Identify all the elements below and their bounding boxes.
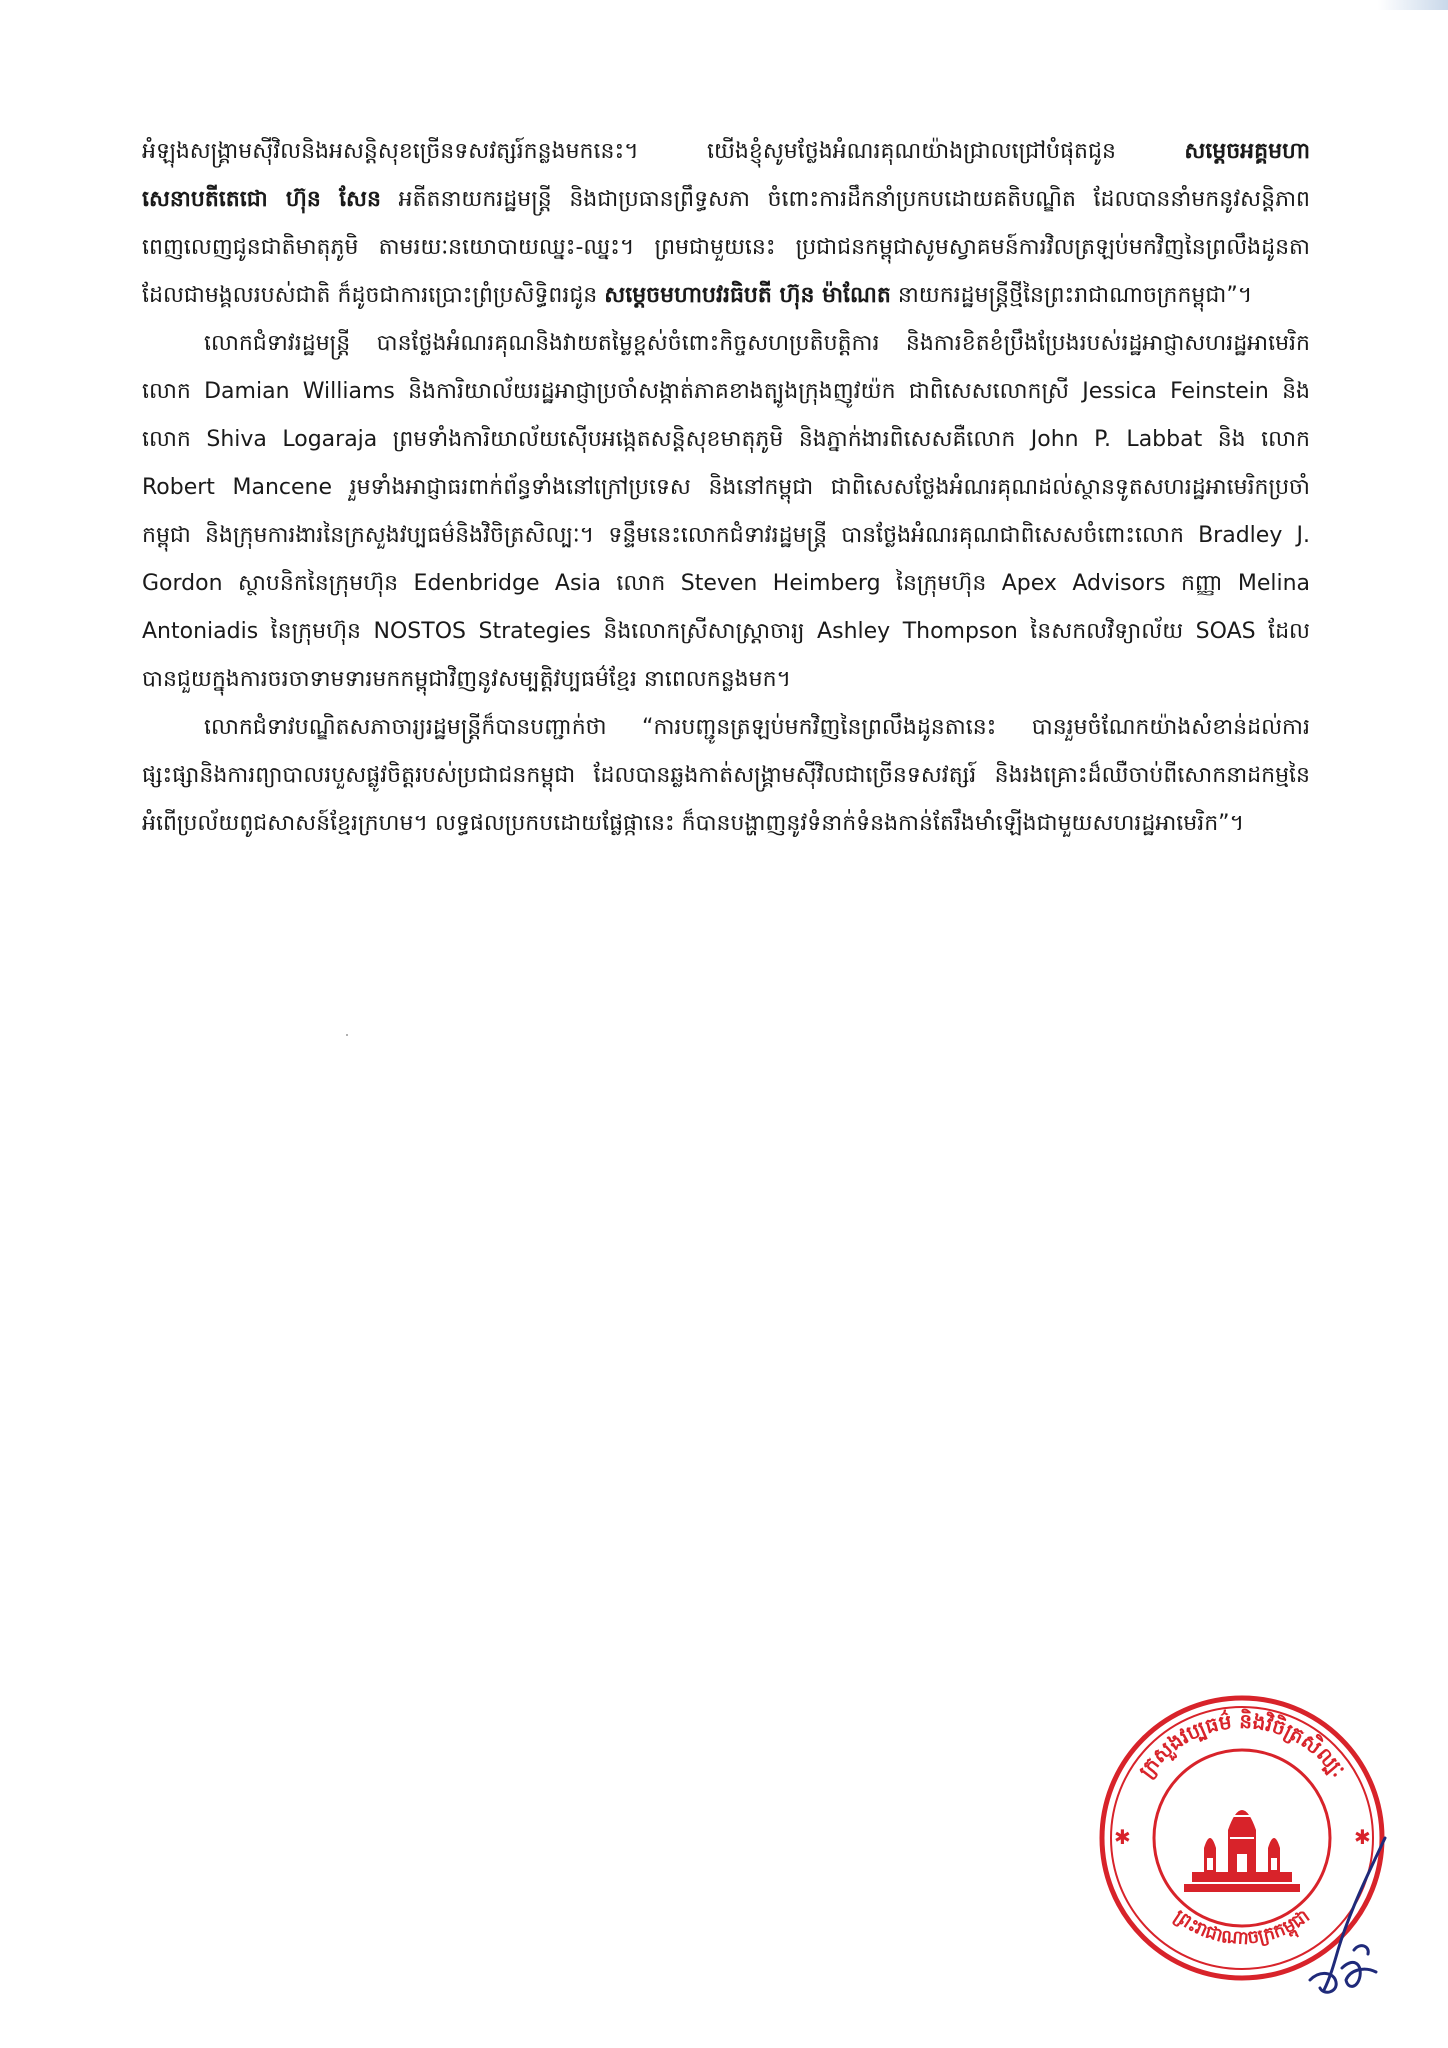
para1-name-hun-manet: សម្តេចមហាបវរធិបតី ហ៊ុន ម៉ាណែត xyxy=(604,283,891,308)
paragraph-3 xyxy=(142,704,1310,848)
scan-speck xyxy=(346,1034,348,1036)
angkor-wat-emblem-icon xyxy=(1184,1810,1300,1892)
stamp-bottom-text: ព្រះរាជាណាចក្រកម្ពុជា xyxy=(1170,1905,1314,1950)
signature-mark xyxy=(1290,1830,1400,2000)
scan-edge-mark xyxy=(1378,0,1448,10)
para1-text-1: អំឡុងសង្គ្រាមស៊ីវិលនិងអសន្តិសុខច្រើនទសវត្សរ៍កន្លងមកនេះ។ យើងខ្ញុំសូមថ្លែងអំណរគុណយ៉ាងជ្រាលជ្រៅបំផុតជូន xyxy=(142,139,1185,164)
stamp-star-left-icon: ✱ xyxy=(1114,1825,1131,1849)
paragraph-1 xyxy=(142,128,1310,320)
para1-text-2: អតីតនាយករដ្ឋមន្ត្រី និងជាប្រធានព្រឹទ្ធសភា ចំពោះការដឹកនាំប្រកបដោយគតិបណ្ឌិត ដែលបាននាំមកនូវសន្តិភាពពេញលេញជូនជាតិមាតុភូមិ តាមរយៈនយោបាយឈ្នះ-ឈ្នះ។ ព្រមជាមួយនេះ ប្រជាជនកម្ពុជាសូមស្វាគមន៍ការវិលត្រឡប់មកវិញនៃព្រលឹងដូនតាដែលជាមង្គលរបស់ជាតិ ក៏ដូចជាការប្រោះព្រំប្រសិទ្ធិពរជូន xyxy=(142,187,1311,308)
stamp-top-text: ក្រសួងវប្បធម៌ និងវិចិត្រសិល្បៈ xyxy=(1133,1708,1351,1782)
stamp-star-right-icon: ✱ xyxy=(1354,1825,1371,1849)
para1-name-hun-sen: សម្តេចអគ្គមហាសេនាបតីតេជោ ហ៊ុន សែន xyxy=(142,139,1310,212)
para3-text: លោកជំទាវបណ្ឌិតសភាចារ្យរដ្ឋមន្ត្រីក៏បានបញ្ជាក់ថា “ការបញ្ជូនត្រឡប់មកវិញនៃព្រលឹងដូនតានេះ បានរួមចំណែកយ៉ាងសំខាន់ដល់ការផ្សះផ្សានិងការព្យាបាលរបួសផ្លូវចិត្តរបស់ប្រជាជនកម្ពុជា ដែលបានឆ្លងកាត់សង្គ្រាមស៊ីវិលជាច្រើនទសវត្សរ៍ និងរងគ្រោះដ៏ឈឺចាប់ពីសោកនាដកម្មនៃអំពើប្រល័យពូជសាសន៍ខ្មែរក្រហម។ លទ្ធផលប្រកបដោយផ្លែផ្កានេះ ក៏បានបង្ហាញនូវទំនាក់ទំនងកាន់តែរឹងមាំឡើងជាមួយសហរដ្ឋអាមេរិក”។ xyxy=(142,715,1310,836)
para2-text: លោកជំទាវរដ្ឋមន្ត្រី បានថ្លែងអំណរគុណនិងវាយតម្លៃខ្ពស់ចំពោះកិច្ចសហប្រតិបត្តិការ និងការខិតខំប្រឹងប្រែងរបស់រដ្ឋអាជ្ញាសហរដ្ឋអាមេរិក លោក Damian Williams និងការិយាល័យរដ្ឋអាជ្ញាប្រចាំសង្កាត់ភាគខាងត្បូងក្រុងញូវយ៉ក ជាពិសេសលោកស្រី Jessica Feinstein និងលោក Shiva Logaraja ព្រមទាំងការិយាល័យស៊ើបអង្កេតសន្តិសុខមាតុភូមិ និងភ្នាក់ងារពិសេសគឺលោក John P. Labbat និង លោក Robert Mancene រួមទាំងអាជ្ញាធរពាក់ព័ន្ធទាំងនៅក្រៅប្រទេស និងនៅកម្ពុជា ជាពិសេសថ្លែងអំណរគុណដល់ស្ថានទូតសហរដ្ឋអាមេរិកប្រចាំកម្ពុជា និងក្រុមការងារនៃក្រសួងវប្បធម៌និងវិចិត្រសិល្បៈ។ ទន្ទឹមនេះលោកជំទាវរដ្ឋមន្ត្រី បានថ្លែងអំណរគុណជាពិសេសចំពោះលោក Bradley J. Gordon ស្ថាបនិកនៃក្រុមហ៊ុន Edenbridge Asia លោក Steven Heimberg នៃក្រុមហ៊ុន Apex Advisors កញ្ញា Melina Antoniadis នៃក្រុមហ៊ុន NOSTOS Strategies និងលោកស្រីសាស្ត្រាចារ្យ Ashley Thompson នៃសកលវិទ្យាល័យ SOAS ដែលបានជួយក្នុងការចរចាទាមទារមកកម្ពុជាវិញនូវសម្បត្តិវប្បធម៌ខ្មែរ នាពេលកន្លងមក។ xyxy=(142,331,1310,692)
para1-text-3: នាយករដ្ឋមន្ត្រីថ្មីនៃព្រះរាជាណាចក្រកម្ពុជា”។ xyxy=(890,283,1253,308)
paragraph-2 xyxy=(142,320,1310,704)
document-body xyxy=(142,128,1310,848)
